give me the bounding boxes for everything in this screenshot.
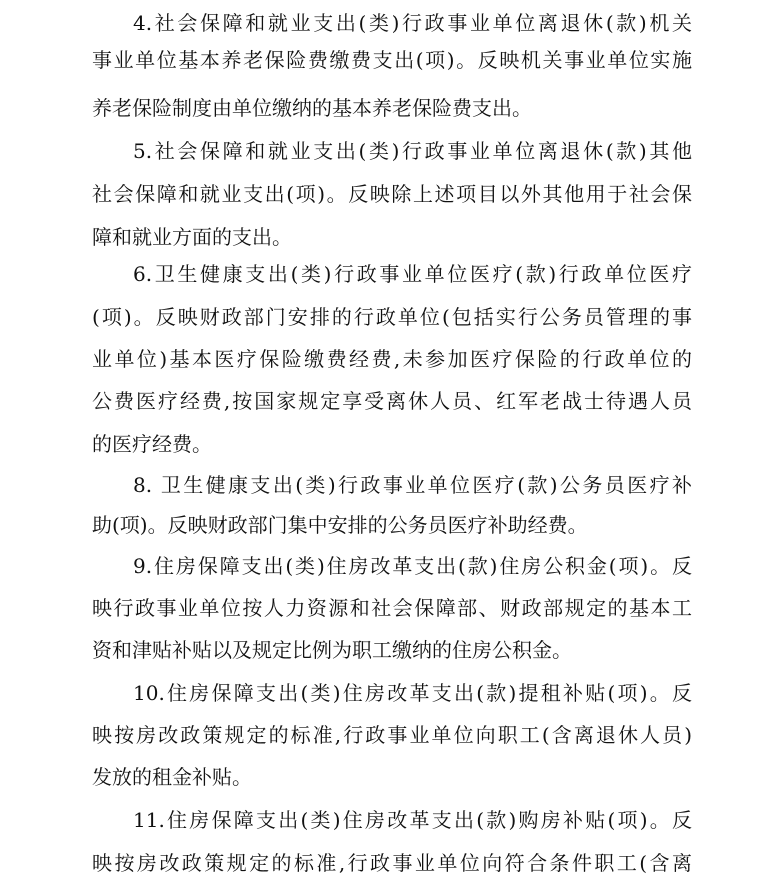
paragraph-11-line-2: 映按房改政策规定的标准,行政事业单位向符合条件职工(含离 xyxy=(92,851,692,875)
paragraph-5-line-3: 障和就业方面的支出。 xyxy=(92,225,292,249)
paragraph-5-line-2: 社会保障和就业支出(项)。反映除上述项目以外其他用于社会保 xyxy=(92,182,692,206)
paragraph-9-line-1: 9.住房保障支出(类)住房改革支出(款)住房公积金(项)。反 xyxy=(133,554,692,578)
paragraph-5-line-1: 5.社会保障和就业支出(类)行政事业单位离退休(款)其他 xyxy=(133,139,692,163)
paragraph-10-line-3: 发放的租金补贴。 xyxy=(92,765,252,789)
paragraph-8-line-2: 助(项)。反映财政部门集中安排的公务员医疗补助经费。 xyxy=(92,513,588,537)
paragraph-9-line-2: 映行政事业单位按人力资源和社会保障部、财政部规定的基本工 xyxy=(92,596,692,620)
paragraph-9-line-3: 资和津贴补贴以及规定比例为职工缴纳的住房公积金。 xyxy=(92,638,572,662)
paragraph-8-line-1: 8. 卫生健康支出(类)行政事业单位医疗(款)公务员医疗补 xyxy=(133,473,692,497)
paragraph-11-line-1: 11.住房保障支出(类)住房改革支出(款)购房补贴(项)。反 xyxy=(133,808,692,832)
paragraph-6-line-1: 6.卫生健康支出(类)行政事业单位医疗(款)行政单位医疗 xyxy=(133,262,692,286)
paragraph-6-line-5: 的医疗经费。 xyxy=(92,432,212,456)
paragraph-4-line-2: 事业单位基本养老保险费缴费支出(项)。反映机关事业单位实施 xyxy=(92,48,692,72)
paragraph-6-line-4: 公费医疗经费,按国家规定享受离休人员、红军老战士待遇人员 xyxy=(92,389,692,413)
paragraph-4-line-1: 4.社会保障和就业支出(类)行政事业单位离退休(款)机关 xyxy=(133,11,692,35)
paragraph-10-line-1: 10.住房保障支出(类)住房改革支出(款)提租补贴(项)。反 xyxy=(133,681,692,705)
paragraph-6-line-3: 业单位)基本医疗保险缴费经费,未参加医疗保险的行政单位的 xyxy=(92,347,692,371)
paragraph-10-line-2: 映按房改政策规定的标准,行政事业单位向职工(含离退休人员) xyxy=(92,723,692,747)
paragraph-4-line-3: 养老保险制度由单位缴纳的基本养老保险费支出。 xyxy=(92,96,532,120)
paragraph-6-line-2: (项)。反映财政部门安排的行政单位(包括实行公务员管理的事 xyxy=(92,305,692,329)
